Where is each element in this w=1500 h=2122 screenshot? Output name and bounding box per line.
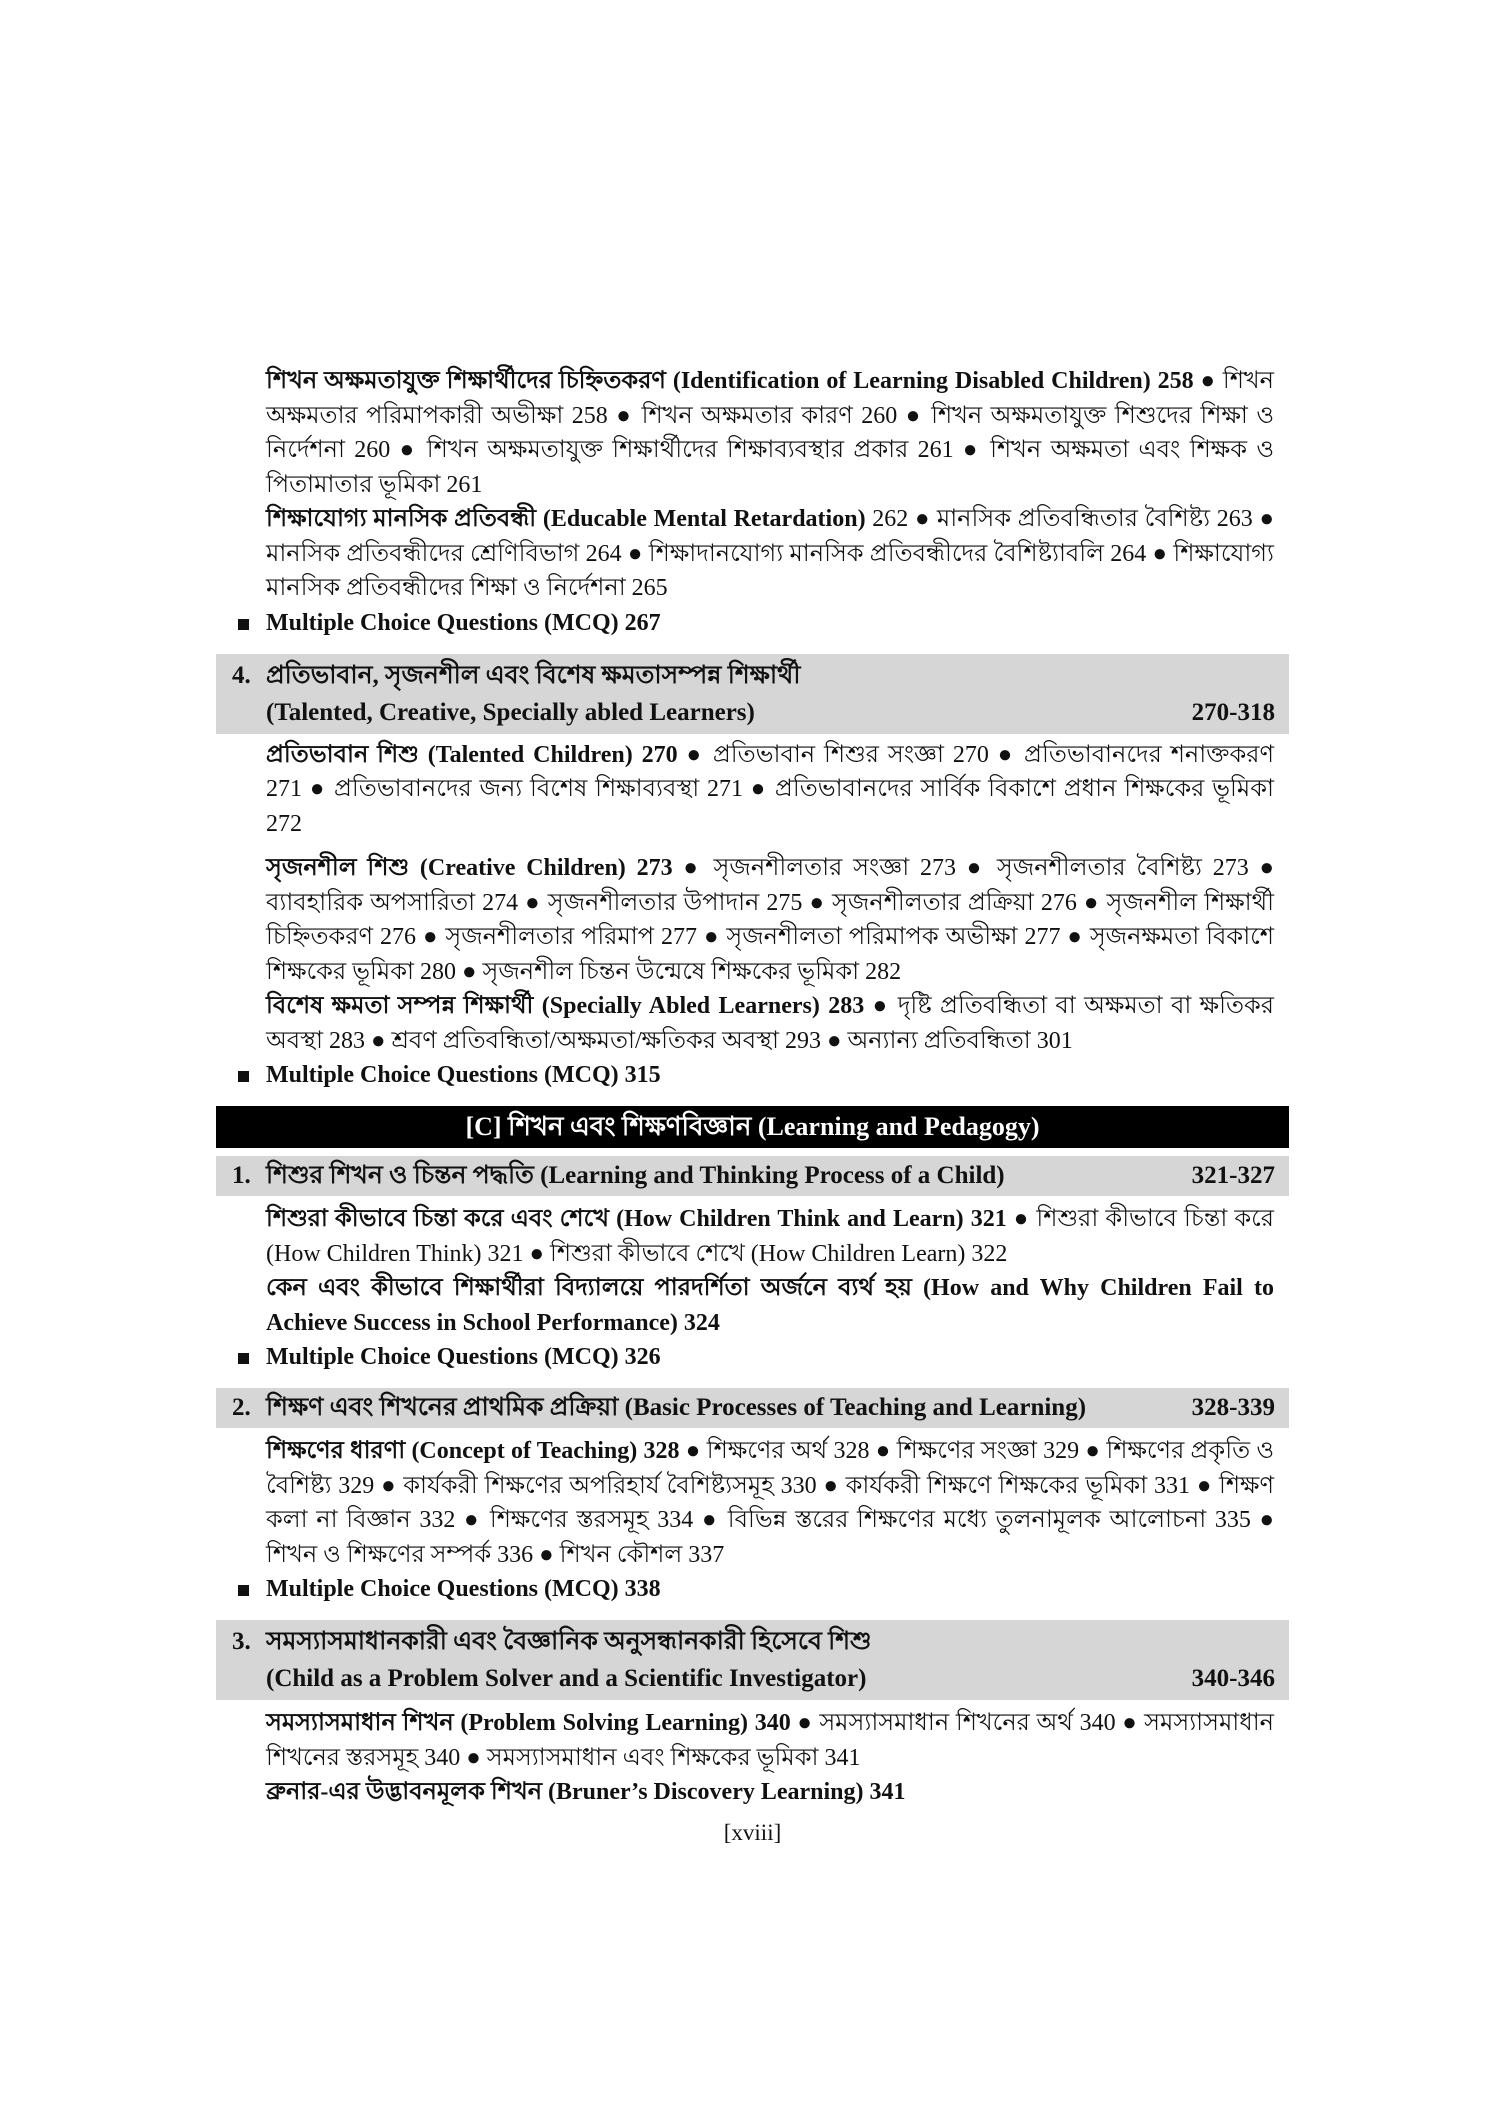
chapter-pages: 321-327 [1191,1162,1275,1189]
toc-entry-problem-solving [266,1706,1274,1775]
toc-entry-children-fail [266,1271,1274,1340]
mcq-entry: Multiple Choice Questions (MCQ) 315 [216,1058,1289,1092]
entry-heading: প্রতিভাবান শিশু (Talented Children) 270 [266,741,678,768]
toc-entry-talented-children [266,738,1274,842]
chapter-pages: 270-318 [1191,698,1275,726]
chapter-title-bn: প্রতিভাবান, সৃজনশীল এবং বিশেষ ক্ষমতাসম্পন্ন শিক্ষার্থী [266,661,801,689]
entry-body: ● সৃজনশীলতার সংজ্ঞা 273 ● সৃজনশীলতার বৈশিষ্ট্য 273 ● ব্যাবহারিক অপসারিতা 274 ● সৃজনশীলতার উপাদান 275 ● সৃজনশীলতার প্রক্রিয়া 276 ● সৃজনশীল শিক্ষার্থী চিহ্নিতকরণ 276 ● সৃজনশীলতার পরিমাপ 277 ● সৃজনশীলতা পরিমাপক অভীক্ষা 277 ● সৃজনক্ষমতা বিকাশে শিক্ষকের ভূমিকা 280 ● সৃজনশীল চিন্তন উন্মেষে শিক্ষকের ভূমিকা 282 [266,855,1274,985]
chapter-title-en: (Child as a Problem Solver and a Scientific Investigator) [266,1665,867,1692]
toc-entry-creative-children [266,851,1274,989]
chapter-title: শিশুর শিখন ও চিন্তন পদ্ধতি (Learning and Thinking Process of a Child) [266,1162,1005,1189]
entry-heading: শিশুরা কীভাবে চিন্তা করে এবং শেখে (How Children Think and Learn) 321 [266,1206,1007,1232]
chapter-heading-c2 [216,1388,1289,1428]
chapter-title: শিক্ষণ এবং শিখনের প্রাথমিক প্রক্রিয়া (Basic Processes of Teaching and Learning) [266,1394,1087,1421]
chapter-number: 1. [232,1162,251,1189]
toc-entry-concept-of-teaching [266,1434,1274,1572]
chapter-number: 4. [232,661,251,689]
entry-heading: বিশেষ ক্ষমতা সম্পন্ন শিক্ষার্থী (Specially Abled Learners) 283 [266,993,865,1019]
entry-heading: শিক্ষাযোগ্য মানসিক প্রতিবন্ধী (Educable Mental Retardation) [266,506,866,532]
section-c-heading: [C] শিখন এবং শিক্ষণবিজ্ঞান (Learning and Pedagogy) [216,1106,1289,1148]
chapter-title-bn: সমস্যাসমাধানকারী এবং বৈজ্ঞানিক অনুসন্ধানকারী হিসেবে শিশু [266,1628,872,1655]
chapter-heading-c3 [216,1620,1289,1700]
entry-heading: শিখন অক্ষমতাযুক্ত শিক্ষার্থীদের চিহ্নিতকরণ (Identification of Learning Disabled Children) 258 [266,368,1194,394]
entry-body: ● শিক্ষণের অর্থ 328 ● শিক্ষণের সংজ্ঞা 329 ● শিক্ষণের প্রকৃতি ও বৈশিষ্ট্য 329 ● কার্যকরী শিক্ষণের অপরিহার্য বৈশিষ্ট্যসমূহ 330 ● কার্যকরী শিক্ষণে শিক্ষকের ভূমিকা 331 ● শিক্ষণ কলা না বিজ্ঞান 332 ● শিক্ষণের স্তরসমূহ 334 ● বিভিন্ন স্তরের শিক্ষণের মধ্যে তুলনামূলক আলোচনা 335 ● শিখন ও শিক্ষণের সম্পর্ক 336 ● শিখন কৌশল 337 [266,1438,1275,1568]
toc-entry-specially-abled [266,989,1274,1058]
entry-heading: সৃজনশীল শিশু (Creative Children) 273 [266,855,673,881]
chapter-heading-c1 [216,1156,1289,1196]
entry-body: ● শিখন অক্ষমতার পরিমাপকারী অভীক্ষা 258 ● শিখন অক্ষমতার কারণ 260 ● শিখন অক্ষমতাযুক্ত শিশুদের শিক্ষা ও নির্দেশনা 260 ● শিখন অক্ষমতাযুক্ত শিক্ষার্থীদের শিক্ষাব্যবস্থার প্রকার 261 ● শিখন অক্ষমতা এবং শিক্ষক ও পিতামাতার ভূমিকা 261 [266,368,1275,498]
entry-body: ● প্রতিভাবান শিশুর সংজ্ঞা 270 ● প্রতিভাবানদের শনাক্তকরণ 271 ● প্রতিভাবানদের জন্য বিশেষ শিক্ষাব্যবস্থা 271 ● প্রতিভাবানদের সার্বিক বিকাশে প্রধান শিক্ষকের ভূমিকা 272 [266,741,1274,837]
chapter-number: 2. [232,1394,251,1421]
toc-entry-bruner-discovery [266,1775,1274,1810]
page-number: [xviii] [723,1819,782,1845]
entry-body: 262 ● মানসিক প্রতিবন্ধিতার বৈশিষ্ট্য 263 ● মানসিক প্রতিবন্ধীদের শ্রেণিবিভাগ 264 ● শিক্ষাদানযোগ্য মানসিক প্রতিবন্ধীদের বৈশিষ্ট্যাবলি 264 ● শিক্ষাযোগ্য মানসিক প্রতিবন্ধীদের শিক্ষা ও নির্দেশনা 265 [266,506,1274,601]
chapter-number: 3. [232,1628,251,1655]
mcq-entry: Multiple Choice Questions (MCQ) 338 [216,1572,1289,1606]
chapter-title-en: (Talented, Creative, Specially abled Learners) [266,698,755,726]
entry-body: ● সমস্যাসমাধান শিখনের অর্থ 340 ● সমস্যাসমাধান শিখনের স্তরসমূহ 340 ● সমস্যাসমাধান এবং শিক্ষকের ভূমিকা 341 [266,1710,1275,1771]
toc-entry-learning-disabled [266,364,1274,502]
mcq-entry: Multiple Choice Questions (MCQ) 326 [216,1340,1289,1374]
entry-heading: কেন এবং কীভাবে শিক্ষার্থীরা বিদ্যালয়ে পারদর্শিতা অর্জনে ব্যর্থ হয় (How and Why Children Fail to Achieve Success in School Performance) 324 [266,1275,1274,1336]
toc-page [216,364,1289,1846]
entry-heading: ব্রুনার-এর উদ্ভাবনমূলক শিখন (Bruner’s Discovery Learning) 341 [266,1779,906,1805]
toc-entry-how-children-think [266,1202,1274,1271]
mcq-entry: Multiple Choice Questions (MCQ) 267 [216,606,1289,640]
entry-body: ● শিশুরা কীভাবে চিন্তা করে (How Children Think) 321 ● শিশুরা কীভাবে শেখে (How Children Learn) 322 [266,1206,1275,1267]
entry-heading: শিক্ষণের ধারণা (Concept of Teaching) 328 [266,1438,680,1464]
chapter-heading-4 [216,654,1289,734]
toc-entry-educable-mental-retardation [266,502,1274,606]
chapter-pages: 340-346 [1191,1665,1275,1692]
chapter-pages: 328-339 [1191,1394,1275,1421]
entry-heading: সমস্যাসমাধান শিখন (Problem Solving Learning) 340 [266,1710,791,1736]
entry-body: ● দৃষ্টি প্রতিবন্ধিতা বা অক্ষমতা বা ক্ষতিকর অবস্থা 283 ● শ্রবণ প্রতিবন্ধিতা/অক্ষমতা/ক্ষতিকর অবস্থা 293 ● অন্যান্য প্রতিবন্ধিতা 301 [266,993,1274,1054]
